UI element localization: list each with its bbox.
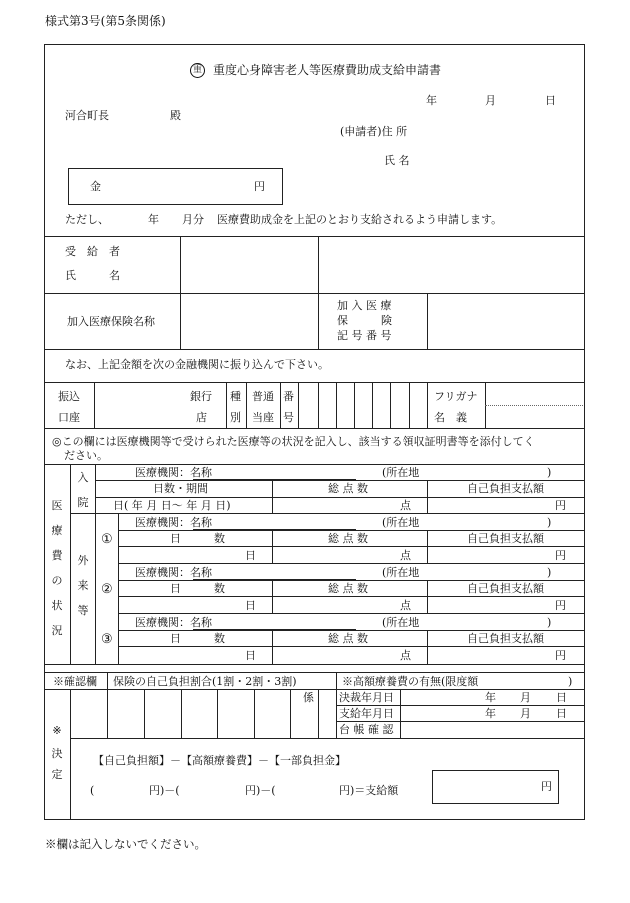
honorific: 殿 — [170, 109, 181, 122]
form-title — [190, 63, 441, 78]
inpatient-range[interactable]: 日( 年 月 日～ 年 月 日) — [113, 499, 231, 512]
divider — [272, 630, 273, 664]
formula-result-label: 円)＝支給額 — [339, 784, 399, 797]
outpatient-1-close-paren: ) — [547, 516, 552, 529]
account-type-current[interactable]: 当座 — [252, 411, 274, 424]
divider — [107, 689, 108, 738]
decision-day-label: 日 — [556, 691, 567, 704]
insurance-symbol-label-2: 保 険 — [337, 314, 392, 327]
inpatient-yen-unit: 円 — [555, 499, 566, 512]
outpatient-2-days-label: 日 数 — [170, 582, 225, 595]
divider — [95, 464, 96, 664]
decision-side-label: ※ 決 定 — [51, 724, 63, 781]
staff-label: 係 — [303, 691, 314, 704]
outpatient-1-points-label: 総 点 数 — [328, 532, 368, 545]
furigana-label: フリガナ — [434, 390, 478, 403]
amount-yen: 円 — [254, 180, 265, 193]
payment-month-label: 月 — [520, 707, 531, 720]
recipient-name-field[interactable] — [182, 238, 316, 291]
inpatient-days-period-label: 日数・期間 — [153, 482, 208, 495]
formula-part-2: 円)－( — [245, 784, 276, 797]
divider — [217, 689, 218, 738]
type-label-1: 種 — [230, 390, 241, 403]
divider — [118, 646, 584, 647]
outpatient-2-facility-label: 医療機関：名称 — [135, 566, 212, 579]
divider — [44, 672, 584, 673]
outpatient-number-3: ③ — [101, 632, 113, 647]
inpatient-self-pay-label: 自己負担支払額 — [467, 482, 544, 495]
outpatient-2-point-unit: 点 — [400, 599, 411, 612]
bank-note: なお、上記金額を次の金融機関に振り込んで下さい。 — [65, 358, 329, 371]
outpatient-2-location-label: (所在地 — [382, 566, 420, 579]
medical-note-line-1: ◎この欄には医療機関等で受けられた医療等の状況を記入し、該当する領収証明書等を添付してく — [52, 435, 535, 448]
recipient-label-2: 氏 名 — [65, 269, 120, 282]
medical-section-label: 医 療 費 の 状 況 — [51, 499, 63, 637]
outpatient-3-days-label: 日 数 — [170, 632, 225, 645]
type-label-2: 別 — [230, 411, 241, 424]
outpatient-2-yen-unit: 円 — [555, 599, 566, 612]
divider — [354, 382, 355, 428]
title-text: 重度心身障害老人等医療費助成支給申請書 — [213, 63, 442, 77]
divider — [246, 382, 247, 428]
decision-month-label: 月 — [520, 691, 531, 704]
decision-date-label: 決裁年月日 — [339, 691, 394, 704]
outpatient-3-yen-unit: 円 — [555, 649, 566, 662]
outpatient-1-self-pay-label: 自己負担支払額 — [467, 532, 544, 545]
payment-year-label: 年 — [485, 707, 496, 720]
divider — [318, 236, 319, 293]
outpatient-2-points-label: 総 点 数 — [328, 582, 368, 595]
outpatient-3-day-unit: 日 — [245, 649, 256, 662]
insurance-symbol-label-1: 加 入 医 療 — [337, 299, 392, 312]
divider — [118, 514, 119, 664]
high-cost-label: ※高額療養費の有無(限度額 — [342, 675, 479, 688]
divider — [290, 689, 291, 738]
divider — [298, 382, 299, 428]
title-mark: 重 — [190, 63, 205, 78]
divider — [44, 689, 584, 690]
divider — [280, 382, 281, 428]
inpatient-close-paren: ) — [547, 466, 552, 479]
account-type-ordinary[interactable]: 普通 — [252, 390, 274, 403]
branch-label: 店 — [196, 411, 207, 424]
request-text: 医療費助成金を上記のとおり支給されるよう申請します。 — [217, 213, 503, 226]
payment-day-label: 日 — [556, 707, 567, 720]
insurance-symbol-label-3: 記 号 番 号 — [337, 329, 392, 342]
inpatient-label: 入 院 — [77, 471, 89, 509]
divider — [336, 721, 584, 722]
divider — [427, 293, 428, 349]
divider — [44, 293, 584, 294]
divider — [254, 689, 255, 738]
outpatient-3-close-paren: ) — [547, 616, 552, 629]
formula-labels: 【自己負担額】－【高額療養費】－【一部負担金】 — [93, 754, 346, 767]
outpatient-label: 外 来 等 — [77, 554, 89, 617]
number-label-1: 番 — [283, 390, 294, 403]
divider — [409, 382, 410, 428]
applicant-address-label: (申請者)住 所 — [340, 125, 408, 138]
inpatient-point-unit: 点 — [400, 499, 411, 512]
outpatient-1-day-unit: 日 — [245, 549, 256, 562]
divider — [318, 382, 319, 428]
outpatient-1-point-unit: 点 — [400, 549, 411, 562]
date-day-label: 日 — [545, 94, 556, 107]
medical-note-line-2: ださい。 — [64, 449, 108, 462]
insurance-name-label: 加入医療保険名称 — [67, 315, 155, 328]
form-number: 様式第3号(第5条関係) — [45, 14, 166, 28]
confirm-label: ※確認欄 — [53, 675, 97, 688]
ledger-label: 台 帳 確 認 — [339, 723, 394, 736]
divider — [272, 580, 273, 613]
formula-part-1: 円)－( — [149, 784, 180, 797]
number-label-2: 号 — [283, 411, 294, 424]
divider — [427, 580, 428, 613]
transfer-label-1: 振込 — [58, 390, 80, 403]
request-month: 月分 — [182, 213, 204, 226]
divider — [44, 236, 584, 237]
divider — [318, 689, 319, 738]
inpatient-facility-label: 医療機関：名称 — [135, 466, 212, 479]
divider — [336, 705, 584, 706]
divider — [118, 580, 584, 581]
outpatient-3-facility-label: 医療機関：名称 — [135, 616, 212, 629]
divider — [44, 349, 584, 350]
formula-open-paren: ( — [90, 784, 95, 797]
date-month-label: 月 — [485, 94, 496, 107]
outpatient-2-close-paren: ) — [547, 566, 552, 579]
payment-amount-box[interactable] — [432, 770, 559, 804]
divider — [390, 382, 391, 428]
outpatient-1-location-label: (所在地 — [382, 516, 420, 529]
divider — [400, 689, 401, 738]
divider — [107, 672, 108, 689]
divider — [118, 546, 584, 547]
inpatient-points-label: 総 点 数 — [328, 482, 368, 495]
decision-year-label: 年 — [485, 691, 496, 704]
request-year: 年 — [148, 213, 159, 226]
request-prefix: ただし、 — [65, 213, 109, 226]
divider — [485, 405, 583, 406]
outpatient-1-facility-label: 医療機関：名称 — [135, 516, 212, 529]
outpatient-2-day-unit: 日 — [245, 599, 256, 612]
date-year-label: 年 — [426, 94, 437, 107]
divider — [144, 689, 145, 738]
outpatient-2-self-pay-label: 自己負担支払額 — [467, 582, 544, 595]
divider — [118, 613, 584, 614]
divider — [226, 382, 227, 428]
outpatient-3-self-pay-label: 自己負担支払額 — [467, 632, 544, 645]
payment-amount-yen: 円 — [541, 780, 552, 793]
divider — [272, 530, 273, 563]
payment-date-label: 支給年月日 — [339, 707, 394, 720]
outpatient-3-points-label: 総 点 数 — [328, 632, 368, 645]
bank-label: 銀行 — [190, 390, 212, 403]
amount-label: 金 — [90, 180, 101, 193]
form-outer-border — [44, 44, 585, 820]
divider — [95, 480, 584, 481]
outpatient-1-yen-unit: 円 — [555, 549, 566, 562]
divider — [70, 513, 584, 514]
self-pay-ratio-label: 保険の自己負担割合(1割・2割・3割) — [113, 675, 297, 688]
divider — [118, 563, 584, 564]
divider — [427, 382, 428, 428]
divider — [318, 293, 319, 349]
divider — [181, 689, 182, 738]
divider — [427, 530, 428, 563]
divider — [94, 382, 95, 428]
outpatient-3-point-unit: 点 — [400, 649, 411, 662]
divider — [70, 738, 584, 739]
divider — [118, 530, 584, 531]
recipient-label-1: 受 給 者 — [65, 245, 120, 258]
divider — [336, 382, 337, 428]
high-cost-close-paren: ) — [568, 675, 573, 688]
divider — [44, 382, 584, 383]
divider — [70, 689, 71, 819]
divider — [372, 382, 373, 428]
footer-note: ※欄は記入しないでください。 — [45, 837, 206, 851]
holder-label: 名 義 — [434, 411, 467, 424]
addressee: 河合町長 — [65, 109, 109, 122]
divider — [44, 464, 584, 465]
divider — [95, 497, 584, 498]
divider — [70, 464, 71, 664]
transfer-label-2: 口座 — [58, 411, 80, 424]
outpatient-number-1: ① — [101, 532, 113, 547]
applicant-name-label: 氏 名 — [384, 154, 410, 167]
divider — [118, 596, 584, 597]
inpatient-location-label: (所在地 — [382, 466, 420, 479]
divider — [44, 428, 584, 429]
outpatient-1-days-label: 日 数 — [170, 532, 225, 545]
outpatient-3-location-label: (所在地 — [382, 616, 420, 629]
outpatient-number-2: ② — [101, 582, 113, 597]
divider — [44, 664, 584, 665]
divider — [118, 630, 584, 631]
divider — [427, 630, 428, 664]
